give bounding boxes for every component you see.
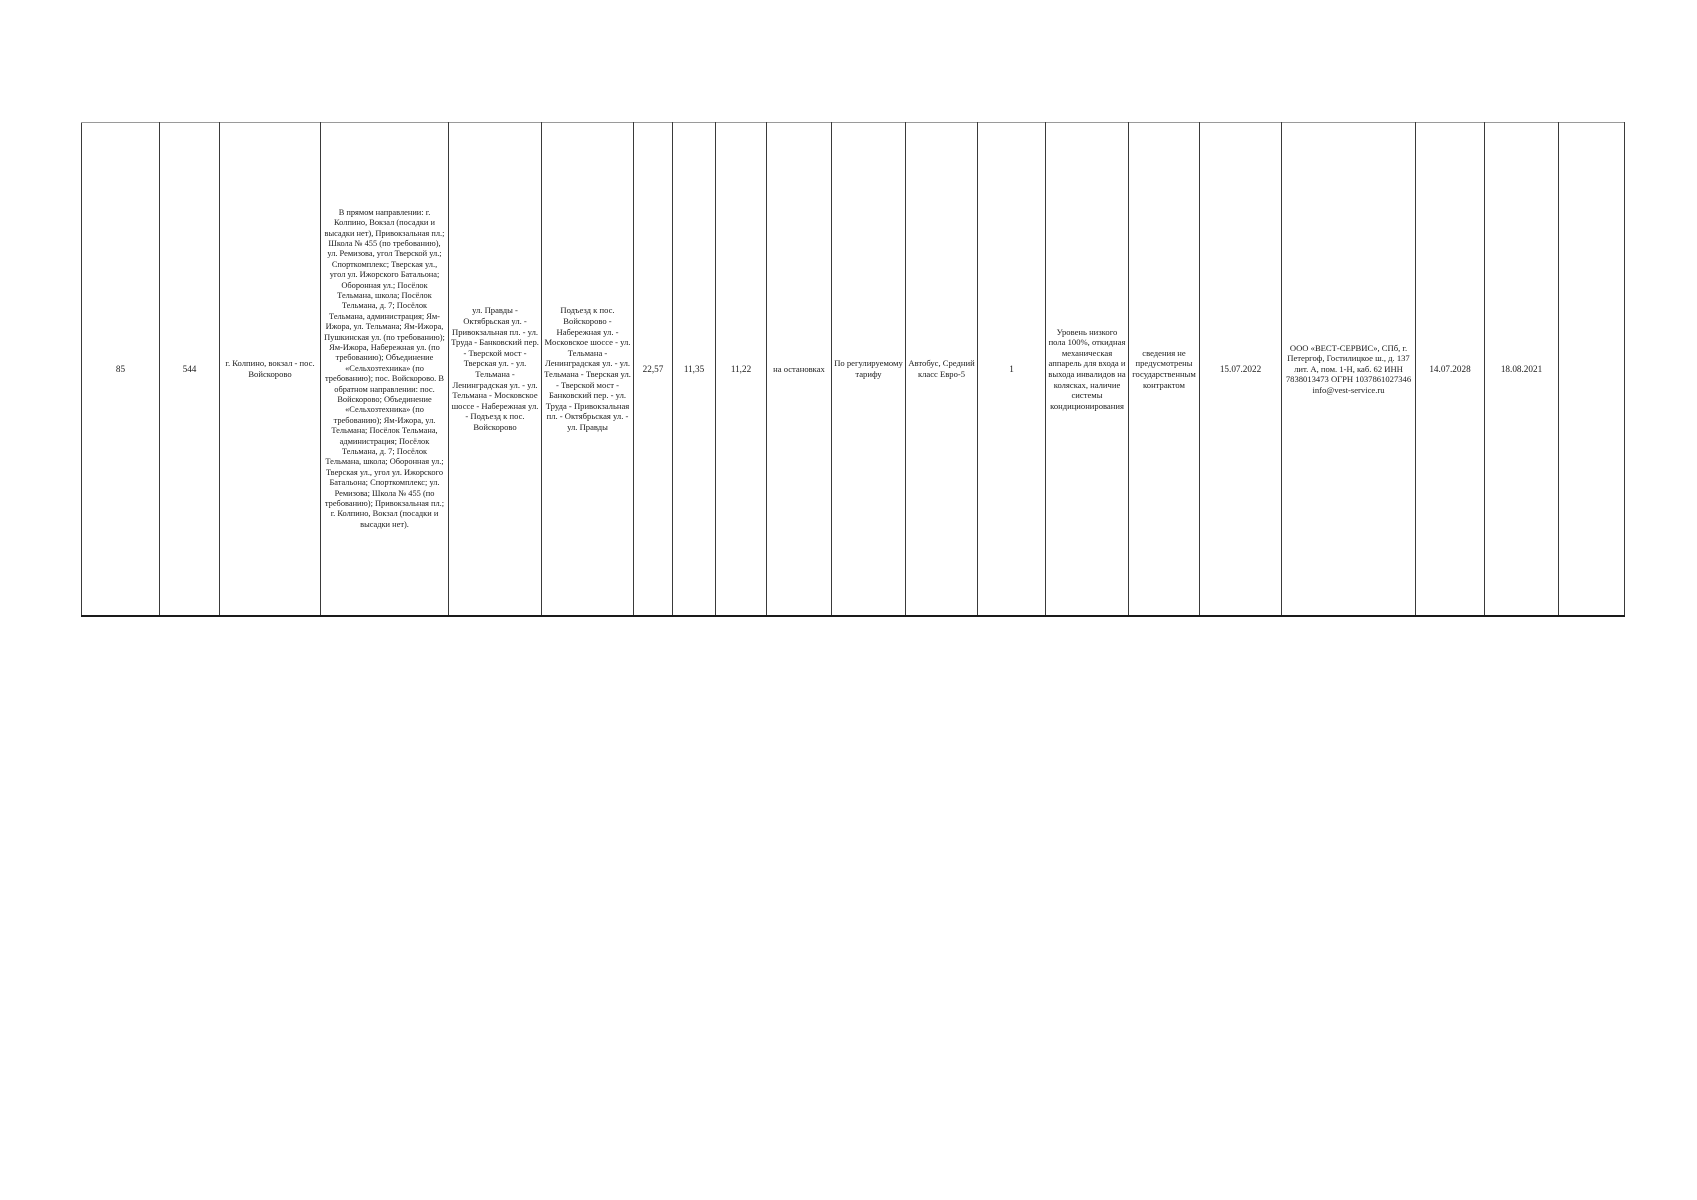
route-name-cell: г. Колпино, вокзал - пос. Войскорово <box>220 123 321 617</box>
route-number-cell: 544 <box>160 123 220 617</box>
vehicle-cell: Автобус, Средний класс Евро-5 <box>906 123 978 617</box>
start-date-cell: 15.07.2022 <box>1200 123 1282 617</box>
length-total-cell: 22,57 <box>634 123 673 617</box>
length-forward-cell: 11,35 <box>673 123 716 617</box>
stops-cell: В прямом направлении: г. Колпино, Вокзал (посадки и высадки нет), Привокзальная пл.; Школа № 455 (по требованию), ул. Ремизова, угол Тверской ул.; Спорткомплекс; Тверская ул., угол ул. Ижорского Батальона; Оборонная ул.; Посёлок Тельмана, школа; Посёлок Тельмана, д. 7; Посёлок Тельмана, администрация; Ям-Ижора, ул. Тельмана; Ям-Ижора, Пушкинская ул. (по требованию); Ям-Ижора, Набережная ул. (по требованию); Объединение «Сельхозтехника» (по требованию); пос. Войскорово. В обратном направлении: пос. Войскорово; Объединение «Сельхозтехника» (по требованию); Ям-Ижора, ул. Тельмана; Посёлок Тельмана, администрация; Посёлок Тельмана, д. 7; Посёлок Тельмана, школа; Оборонная ул.; Тверская ул., угол ул. Ижорского Батальона; Спорткомплекс; ул. Ремизова; Школа № 455 (по требованию); Привокзальная пл.; г. Колпино, Вокзал (посадки и высадки нет). <box>321 123 449 617</box>
boarding-order-cell: на остановках <box>767 123 832 617</box>
streets-backward-cell: Подъезд к пос. Войскорово - Набережная ул. - Московское шоссе - ул. Тельмана - Ленинградская ул. - ул. Тельмана - Тверская ул. - Тверской мост - Банковский пер. - ул. Труда - Привокзальная пл. - Октябрьская ул. - ул. Правды <box>542 123 634 617</box>
route-register-sheet <box>81 122 1624 617</box>
length-backward-cell: 11,22 <box>716 123 767 617</box>
reg-number-cell: 85 <box>82 123 160 617</box>
decision-date-cell: 18.08.2021 <box>1485 123 1559 617</box>
end-date-cell: 14.07.2028 <box>1416 123 1485 617</box>
table-row <box>82 123 1625 617</box>
note-cell <box>1559 123 1625 617</box>
vehicle-features-cell: Уровень низкого пола 100%, откидная механическая аппарель для входа и выхода инвалидов на колясках, наличие системы кондиционирования <box>1046 123 1129 617</box>
route-register-table <box>81 122 1625 617</box>
tariff-cell: По регулируемому тарифу <box>832 123 906 617</box>
streets-forward-cell: ул. Правды - Октябрьская ул. - Привокзальная пл. - ул. Труда - Банковский пер. - Тверской мост - Тверская ул. - ул. Тельмана - Ленинградская ул. - ул. Тельмана - Московское шоссе - Набережная ул. - Подъезд к пос. Войскорово <box>449 123 542 617</box>
carrier-cell: ООО «ВЕСТ-СЕРВИС», СПб, г. Петергоф, Гостилицкое ш., д. 137 лит. А, пом. 1-Н, каб. 62 ИНН 7838013473 ОГРН 1037861027346 info@vest-service.ru <box>1282 123 1416 617</box>
schedule-info-cell: сведения не предусмотрены государственным контрактом <box>1129 123 1200 617</box>
vehicle-count-cell: 1 <box>978 123 1046 617</box>
